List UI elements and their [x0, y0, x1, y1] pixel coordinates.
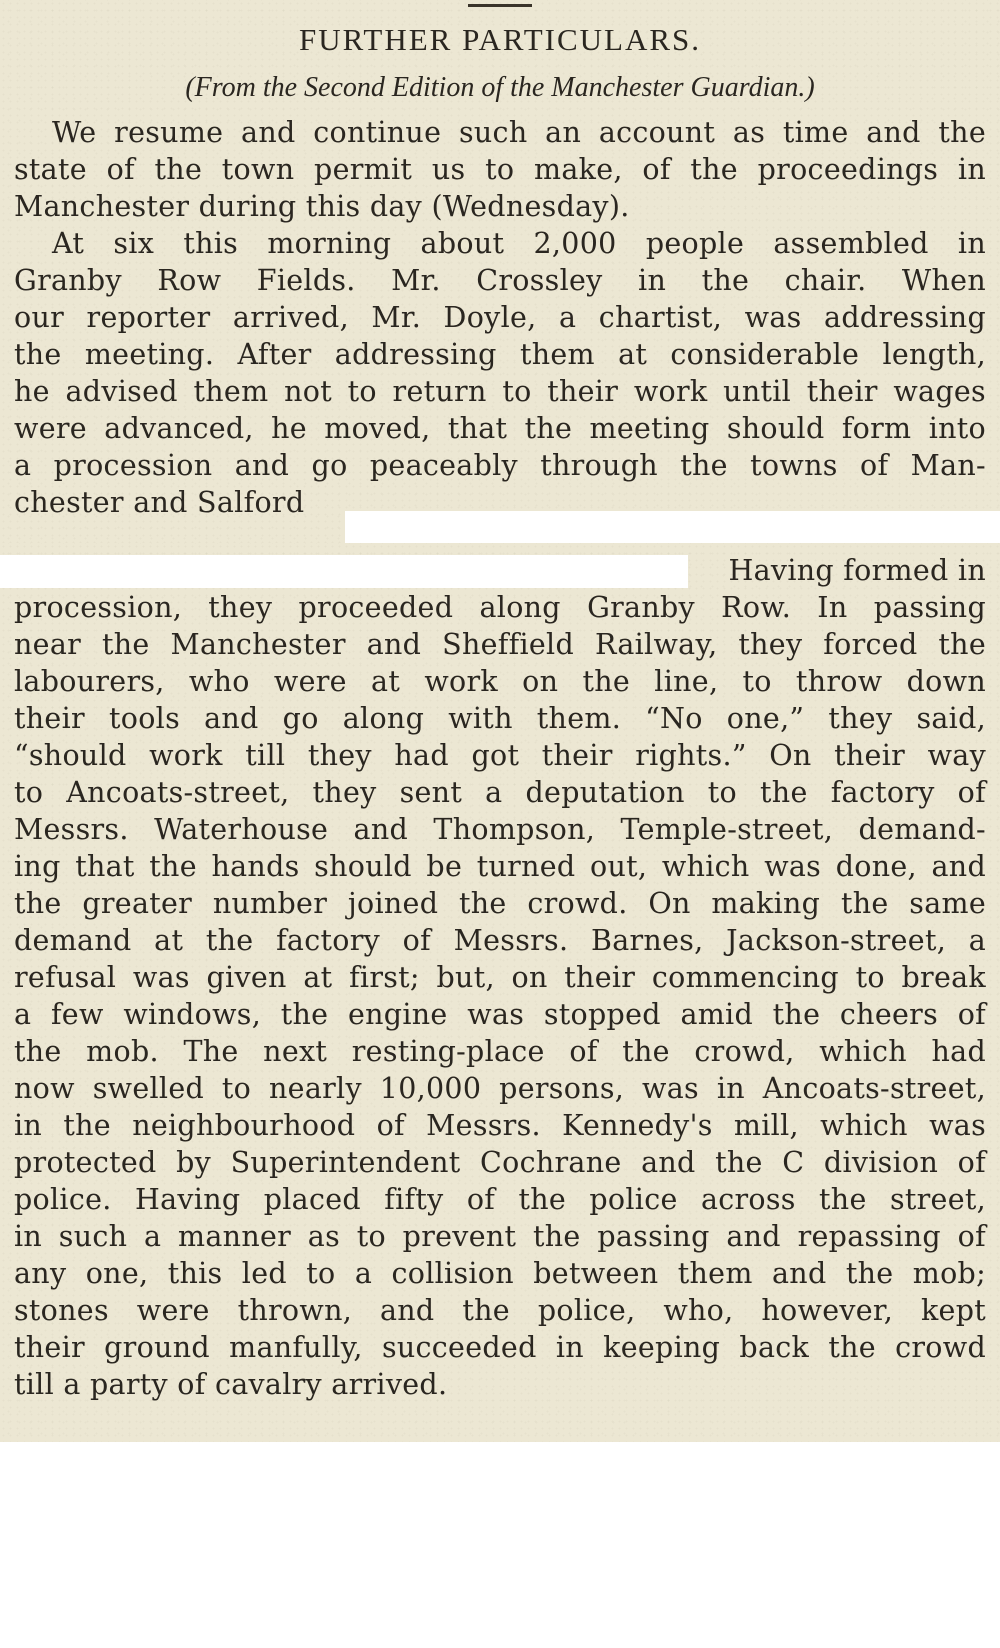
- paragraph-line: a few windows, the engine was stopped amid the cheers of: [14, 998, 986, 1031]
- paragraph-line: Messrs. Waterhouse and Thompson, Temple-street, demand-: [14, 813, 986, 846]
- paragraph-line: Manchester during this day (Wednesday).: [14, 190, 630, 223]
- paragraph-line: stones were thrown, and the police, who, however, kept: [14, 1294, 986, 1327]
- paragraph-line: procession, they proceeded along Granby Row. In passing: [14, 591, 986, 624]
- paragraph-line: in the neighbourhood of Messrs. Kennedy's mill, which was: [14, 1109, 986, 1142]
- paragraph-line: any one, this led to a collision between them and the mob;: [14, 1257, 986, 1290]
- paragraph-line: police. Having placed fifty of the police across the street,: [14, 1183, 986, 1216]
- paragraph-line: At six this morning about 2,000 people assembled in: [52, 227, 986, 260]
- paragraph-line: their tools and go along with them. “No one,” they said,: [14, 702, 986, 735]
- article-heading: FURTHER PARTICULARS.: [298, 22, 702, 57]
- paragraph-resume-line: Having formed in: [728, 554, 986, 587]
- paragraph-line: the meeting. After addressing them at considerable length,: [14, 338, 986, 371]
- paragraph-line: their ground manfully, succeeded in keeping back the crowd: [14, 1331, 986, 1364]
- article-clipping-bottom: [0, 543, 1000, 1442]
- paragraph-line: to Ancoats-street, they sent a deputation to the factory of: [14, 776, 986, 809]
- paragraph-line: were advanced, he moved, that the meeting should form into: [14, 412, 986, 445]
- paragraph-line: till a party of cavalry arrived.: [14, 1368, 448, 1401]
- paragraph-line: our reporter arrived, Mr. Doyle, a chartist, was addressing: [14, 301, 986, 334]
- paragraph-line: “should work till they had got their rights.” On their way: [14, 739, 986, 772]
- paragraph-line: now swelled to nearly 10,000 persons, was in Ancoats-street,: [14, 1072, 986, 1105]
- paragraph-line: the greater number joined the crowd. On making the same: [14, 887, 986, 920]
- blank-gap: [0, 555, 688, 588]
- paragraph-line: We resume and continue such an account as time and the: [52, 116, 986, 149]
- article-clipping-top: [0, 0, 1000, 555]
- paragraph-line: labourers, who were at work on the line, to throw down: [14, 665, 986, 698]
- article-source: (From the Second Edition of the Manchester Guardian.): [185, 72, 815, 103]
- paragraph-line: protected by Superintendent Cochrane and the C division of: [14, 1146, 986, 1179]
- paragraph-line: Granby Row Fields. Mr. Crossley in the chair. When: [14, 264, 986, 297]
- column-rule: [468, 4, 532, 7]
- blank-gap: [345, 511, 1000, 543]
- paragraph-line: near the Manchester and Sheffield Railway, they forced the: [14, 628, 986, 661]
- paragraph-line: demand at the factory of Messrs. Barnes, Jackson-street, a: [14, 924, 986, 957]
- paragraph-line: state of the town permit us to make, of the proceedings in: [14, 153, 986, 186]
- paragraph-line: in such a manner as to prevent the passing and repassing of: [14, 1220, 986, 1253]
- paragraph-line: a procession and go peaceably through the towns of Man-: [14, 449, 986, 482]
- paragraph-line: he advised them not to return to their work until their wages: [14, 375, 986, 408]
- paragraph-line: the mob. The next resting-place of the crowd, which had: [14, 1035, 986, 1068]
- paragraph-line: ing that the hands should be turned out, which was done, and: [14, 850, 986, 883]
- paragraph-line: chester and Salford: [14, 486, 305, 519]
- paragraph-line: refusal was given at first; but, on their commencing to break: [14, 961, 986, 994]
